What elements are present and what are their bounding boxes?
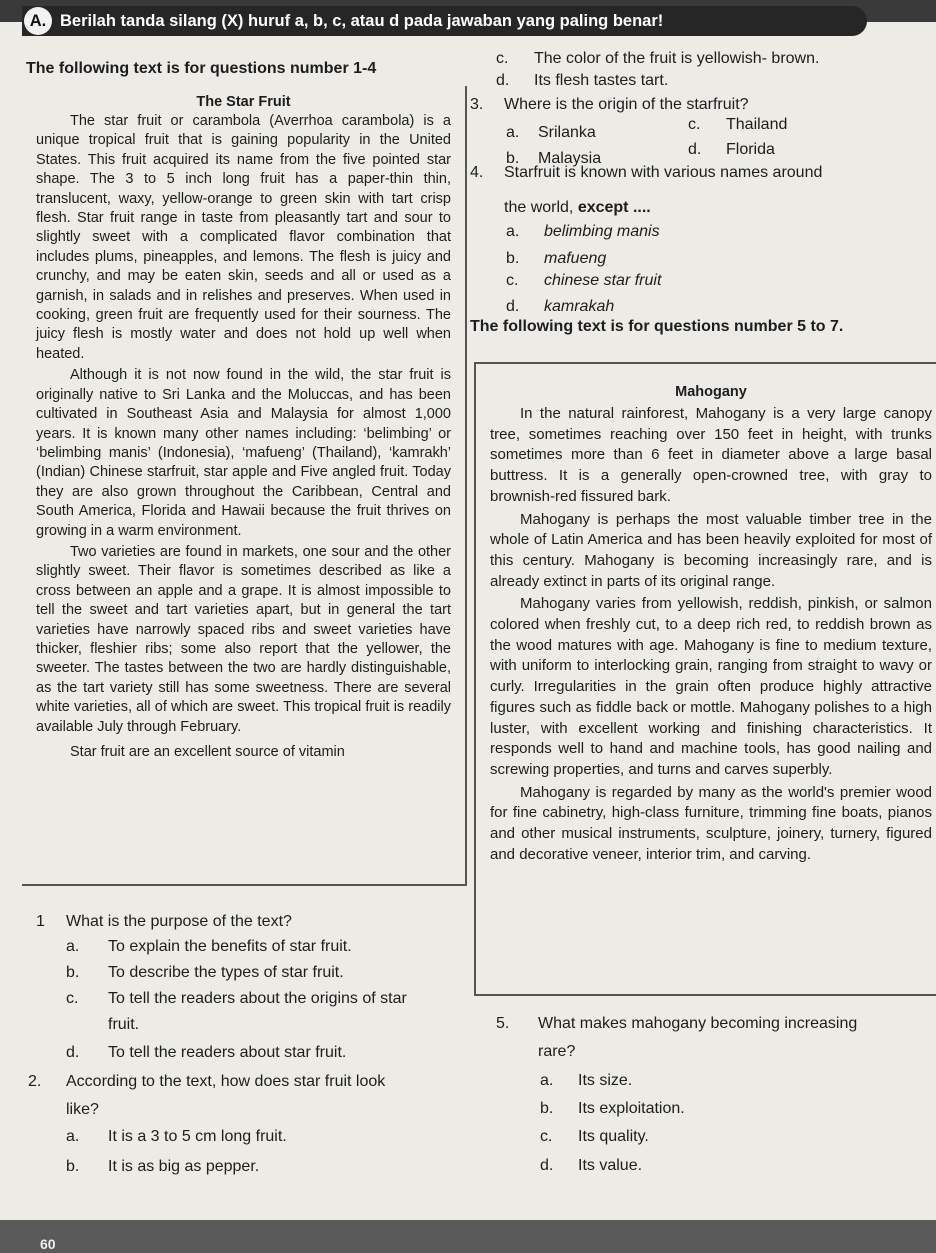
page-number: 60 bbox=[40, 1236, 56, 1252]
q5-option-d-letter[interactable]: d. bbox=[540, 1157, 554, 1174]
q5-text-cont: rare? bbox=[538, 1043, 576, 1060]
q2-option-a[interactable]: It is a 3 to 5 cm long fruit. bbox=[108, 1128, 287, 1145]
q2-option-b[interactable]: It is as big as pepper. bbox=[108, 1158, 260, 1175]
q2-number: 2. bbox=[28, 1073, 42, 1090]
mahogany-text-box bbox=[474, 362, 936, 996]
q3-text: Where is the origin of the starfruit? bbox=[504, 96, 749, 113]
q1-option-a-letter[interactable]: a. bbox=[66, 938, 80, 955]
q4-option-c-letter[interactable]: c. bbox=[506, 272, 519, 289]
instruction-banner bbox=[22, 6, 867, 36]
q2-option-c[interactable]: The color of the fruit is yellowish- brown. bbox=[534, 50, 820, 67]
q4-option-b[interactable]: mafueng bbox=[544, 250, 607, 267]
q1-option-b-letter[interactable]: b. bbox=[66, 964, 80, 981]
q3-option-a[interactable]: Srilanka bbox=[538, 124, 596, 141]
star-fruit-text-box bbox=[22, 86, 467, 886]
q3-option-d-letter[interactable]: d. bbox=[688, 141, 702, 158]
q4-option-b-letter[interactable]: b. bbox=[506, 250, 520, 267]
q3-number: 3. bbox=[470, 96, 484, 113]
star-fruit-paragraph-2: Although it is not now found in the wild, the star fruit is originally native to Sri Lanka and the Moluccas, and has been cultivated in Southeast Asia and Malaysia for almost 1,000 years. It is known many other names including: ‘belimbing’ or ‘belimbing manis’ (Indonesia), ‘mafueng’ (Thailand), ‘kamrakh’ (Indian) Chinese starfruit, star apple and Five angled fruit. Today they are also grown throughout the Caribbean, Central and South America, Florida and Hawaii because the fruit thrives on growing in a warm environment. bbox=[36, 367, 451, 539]
q2-option-d-letter[interactable]: d. bbox=[496, 72, 510, 89]
q2-option-c-letter[interactable]: c. bbox=[496, 50, 509, 67]
q3-option-d[interactable]: Florida bbox=[726, 141, 775, 158]
star-fruit-paragraph-4: Star fruit are an excellent source of vitamin bbox=[70, 744, 345, 760]
q1-option-b[interactable]: To describe the types of star fruit. bbox=[108, 964, 344, 981]
q2-option-a-letter[interactable]: a. bbox=[66, 1128, 80, 1145]
q5-option-b[interactable]: Its exploitation. bbox=[578, 1100, 685, 1117]
q1-option-c[interactable]: To tell the readers about the origins of star bbox=[108, 990, 407, 1007]
q3-option-b[interactable]: Malaysia bbox=[538, 150, 602, 167]
q5-option-a[interactable]: Its size. bbox=[578, 1072, 633, 1089]
q4-option-d-letter[interactable]: d. bbox=[506, 298, 520, 315]
star-fruit-paragraph-3: Two varieties are found in markets, one sour and the other slightly sweet. Their flavor is sometimes described as like a cross between an apple and a grape. It is almost impossible to tell the sweet and tart varieties apart, but in general the tart varieties have narrowly spaced ribs and sweet varieties have thicker, fleshier ribs; some also report that the yellower, the sweeter. The tastes between the two are hardly distinguishable, as the tart variety still has some sweetness. There are several white varieties, all of which are sweet. This tropical fruit is readily available July through February. bbox=[36, 543, 451, 735]
q4-text-cont-a: the world, bbox=[504, 199, 578, 216]
q4-number: 4. bbox=[470, 164, 484, 181]
mahogany-paragraph-2: Mahogany is perhaps the most valuable timber tree in the whole of Latin America and has been heavily exploited for most of this century. Mahogany is becoming increasingly rare, and is already extinct in parts of its original range. bbox=[490, 510, 932, 590]
q4-option-a-letter[interactable]: a. bbox=[506, 223, 520, 240]
q3-option-a-letter[interactable]: a. bbox=[506, 124, 520, 141]
section-badge: A. bbox=[24, 7, 52, 35]
q2-text: According to the text, how does star fruit look bbox=[66, 1073, 386, 1090]
q5-option-c-letter[interactable]: c. bbox=[540, 1128, 553, 1145]
bottom-bar bbox=[0, 1220, 936, 1253]
q4-text: Starfruit is known with various names around bbox=[504, 164, 823, 181]
mahogany-paragraph-4: Mahogany is regarded by many as the world's premier wood for fine cabinetry, high-class furniture, trimming fine boats, pianos and other musical instruments, sculpture, joinery, turnery, figured and decorative veneer, interior trim, and carving. bbox=[490, 783, 932, 863]
q3-option-c-letter[interactable]: c. bbox=[688, 116, 701, 133]
q1-option-d[interactable]: To tell the readers about star fruit. bbox=[108, 1044, 347, 1061]
q3-option-c[interactable]: Thailand bbox=[726, 116, 788, 133]
q2-option-d[interactable]: Its flesh tastes tart. bbox=[534, 72, 669, 89]
q4-option-a[interactable]: belimbing manis bbox=[544, 223, 660, 240]
q4-option-d[interactable]: kamrakah bbox=[544, 298, 615, 315]
star-fruit-title: The Star Fruit bbox=[196, 94, 291, 110]
q4-except: except .... bbox=[577, 199, 651, 216]
q5-number: 5. bbox=[496, 1015, 510, 1032]
q5-option-c[interactable]: Its quality. bbox=[578, 1128, 649, 1145]
instruction-text: Berilah tanda silang (X) huruf a, b, c, atau d pada jawaban yang paling benar! bbox=[60, 12, 664, 30]
mahogany-paragraph-1: In the natural rainforest, Mahogany is a very large canopy tree, sometimes reaching over 150 feet in height, with trunks sometimes more than 6 feet in diameter above a large basal buttress. It is a generally open-crowned tree, with gray to brownish-red fissured bark. bbox=[490, 405, 932, 505]
q1-option-c-cont[interactable]: fruit. bbox=[108, 1016, 140, 1033]
q1-number: 1 bbox=[36, 913, 45, 930]
section2-heading: The following text is for questions number 5 to 7. bbox=[470, 318, 844, 335]
q5-option-b-letter[interactable]: b. bbox=[540, 1100, 554, 1117]
q3-option-b-letter[interactable]: b. bbox=[506, 150, 520, 167]
q5-option-a-letter[interactable]: a. bbox=[540, 1072, 554, 1089]
section1-heading: The following text is for questions number 1-4 bbox=[26, 60, 377, 77]
q1-option-d-letter[interactable]: d. bbox=[66, 1044, 80, 1061]
q2-option-b-letter[interactable]: b. bbox=[66, 1158, 80, 1175]
q4-text-cont bbox=[504, 198, 651, 218]
q5-text: What makes mahogany becoming increasing bbox=[538, 1015, 858, 1032]
q2-text-cont: like? bbox=[66, 1101, 99, 1118]
mahogany-title: Mahogany bbox=[675, 384, 747, 400]
q4-option-c[interactable]: chinese star fruit bbox=[544, 272, 662, 289]
star-fruit-paragraph-1: The star fruit or carambola (Averrhoa carambola) is a unique tropical fruit that is gaining popularity in the United States. This fruit acquired its name from the five pointed star shape. The 3 to 5 inch long fruit has a paper-thin thin, translucent, waxy, yellow-orange to green skin with tart crisp flesh. Star fruit range in taste from pleasantly tart and sour to slightly sweet with a complicated flavor combination that includes plums, pineapples, and lemons. The flesh is juicy and crunchy, and may be eaten skin, seeds and all or used as a garnish, in salads and in relishes and preserves. When used in cooking, green fruit are frequently used for their sourness. The juicy flesh is mostly water and does not hold up well when heated. bbox=[36, 113, 451, 362]
q1-option-a[interactable]: To explain the benefits of star fruit. bbox=[108, 938, 352, 955]
mahogany-paragraph-3: Mahogany varies from yellowish, reddish, pinkish, or salmon colored when freshly cut, to a deep rich red, to reddish brown as the wood matures with age. Mahogany is fine to medium texture, with uniform to interlocking grain, ranging from straight to wavy or curly. Irregularities in the grain often produce highly attractive figures such as fiddle back or mottle. Mahogany polishes to a high luster, with excellent working and finishing characteristics. It responds well to hand and machine tools, has good nailing and screwing properties, and turns and carves superbly. bbox=[490, 595, 932, 778]
q1-option-c-letter[interactable]: c. bbox=[66, 990, 79, 1007]
q5-option-d[interactable]: Its value. bbox=[578, 1157, 643, 1174]
q1-text: What is the purpose of the text? bbox=[66, 913, 292, 930]
